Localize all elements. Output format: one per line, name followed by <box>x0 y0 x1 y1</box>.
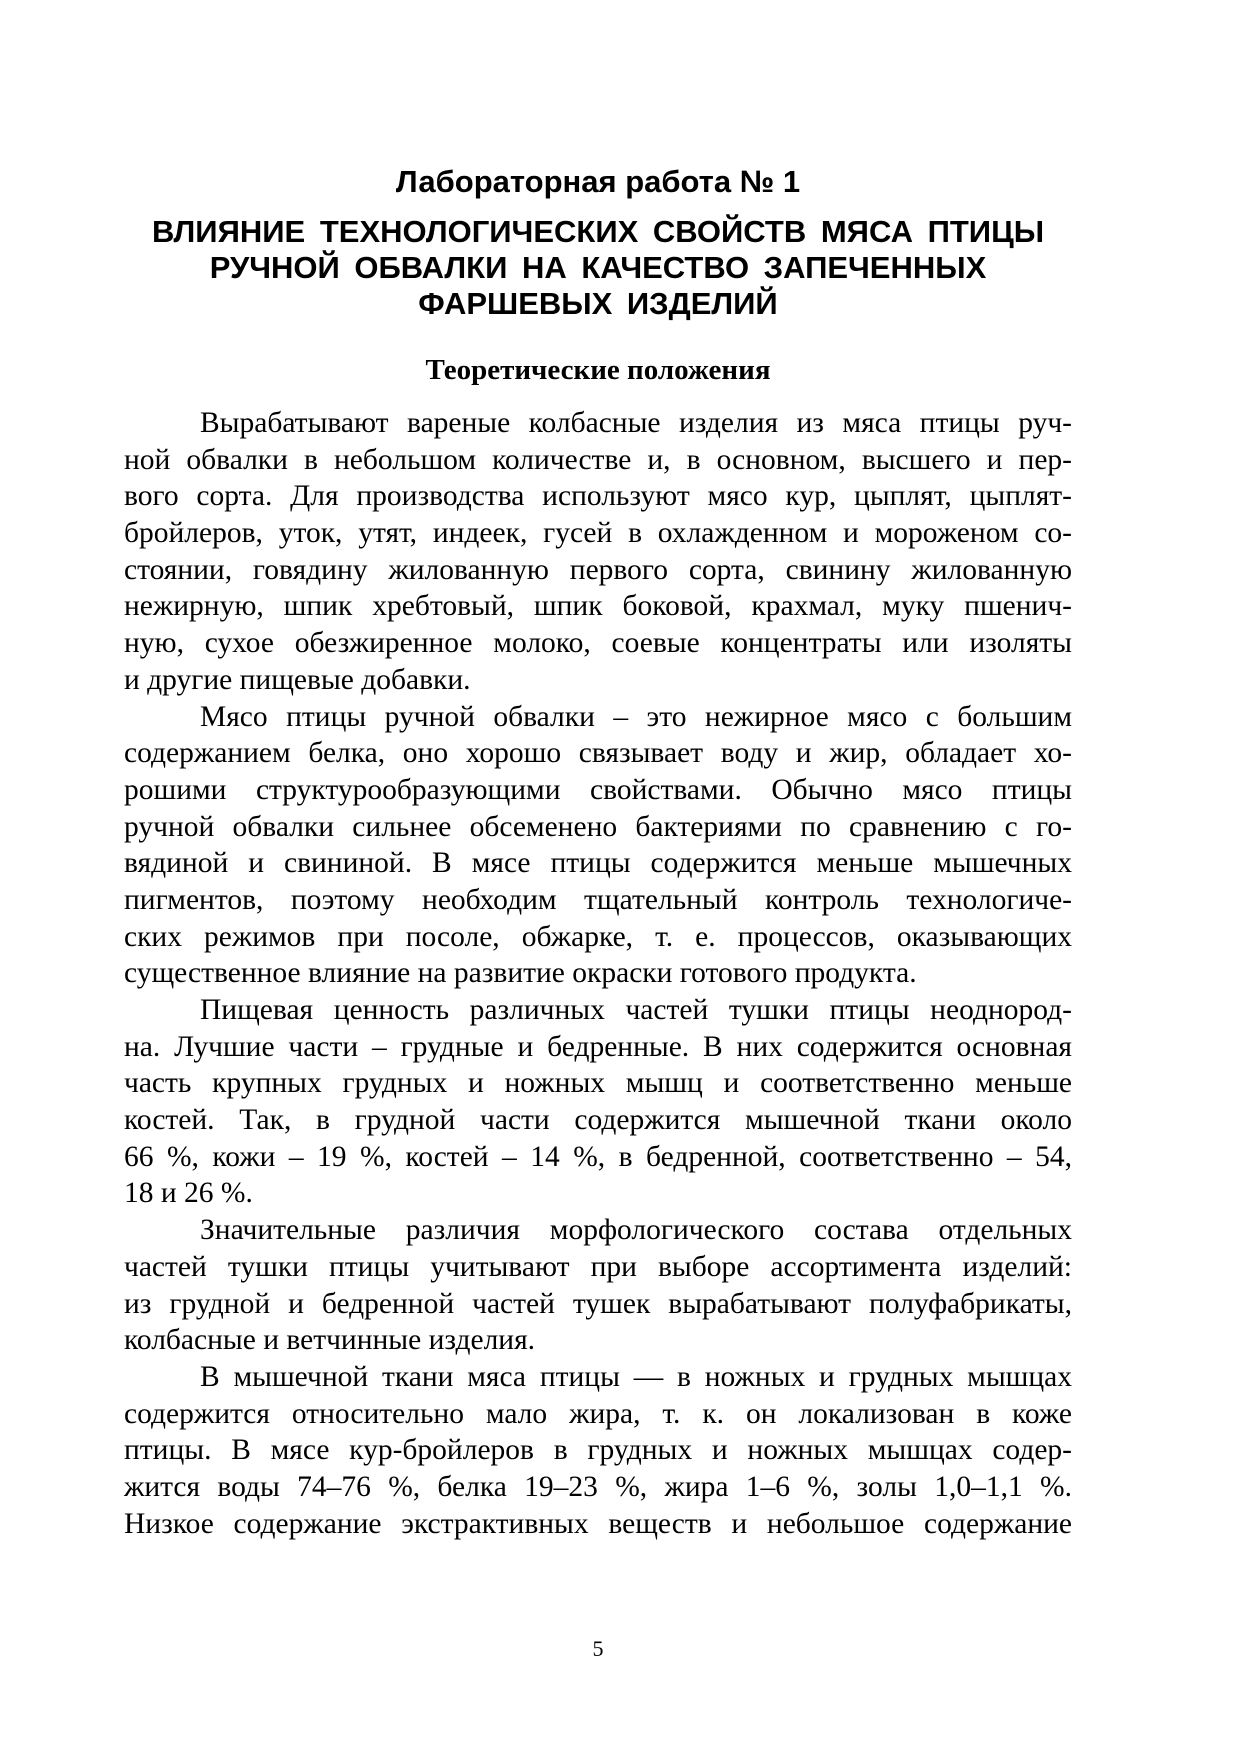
text-line: часть крупных грудных и ножных мышц и соответственно меньше <box>124 1067 1072 1100</box>
text-line: ной обвалки в небольшом количестве и, в основном, высшего и пер- <box>124 443 1072 476</box>
text-line: Пищевая ценность различных частей тушки птицы неоднород- <box>200 994 1072 1026</box>
text-line: на. Лучшие части – грудные и бедренные. В них содержится основная <box>124 1030 1072 1063</box>
page-number: 5 <box>592 1636 604 1661</box>
lab-work-title: Лабораторная работа № 1 <box>395 164 801 199</box>
text-line: костей. Так, в грудной части содержится мышечной ткани около <box>124 1104 1072 1137</box>
body-text <box>124 405 1072 1542</box>
text-line: вого сорта. Для производства используют мясо кур, цыплят, цыплят- <box>124 480 1072 513</box>
text-line: Низкое содержание экстрактивных веществ и небольшое содержание <box>124 1507 1072 1540</box>
text-line: вядиной и свининой. В мясе птицы содержится меньше мышечных <box>124 847 1072 880</box>
text-line: содержится относительно мало жира, т. к. он локализован в коже <box>124 1397 1072 1430</box>
text-line: содержанием белка, оно хорошо связывает воду и жир, обладает хо- <box>124 737 1072 770</box>
text-line: Вырабатывают вареные колбасные изделия из мяса птицы руч- <box>200 407 1072 439</box>
main-title <box>120 214 1076 322</box>
text-line: Мясо птицы ручной обвалки – это нежирное мясо с большим <box>200 700 1072 733</box>
text-line: 18 и 26 %. <box>124 1177 253 1210</box>
text-line: жится воды 74–76 %, белка 19–23 %, жира 1–6 %, золы 1,0–1,1 %. <box>124 1470 1072 1503</box>
text-line: ручной обвалки сильнее обсеменено бактериями по сравнению с го- <box>124 810 1072 843</box>
text-line: Значительные различия морфологического состава отдельных <box>200 1214 1072 1247</box>
text-line: существенное влияние на развитие окраски готового продукта. <box>124 957 917 990</box>
text-line: стоянии, говядину жилованную первого сорта, свинину жилованную <box>124 553 1072 586</box>
text-line: частей тушки птицы учитывают при выборе ассортимента изделий: <box>124 1250 1072 1283</box>
text-line: ских режимов при посоле, обжарке, т. е. процессов, оказывающих <box>124 920 1072 953</box>
text-line: птицы. В мясе кур-бройлеров в грудных и ножных мышцах содер- <box>124 1434 1072 1467</box>
text-line: рошими структурообразующими свойствами. Обычно мясо птицы <box>124 773 1072 806</box>
text-line: и другие пищевые добавки. <box>124 663 471 696</box>
text-line: бройлеров, уток, утят, индеек, гусей в охлажденном и мороженом со- <box>124 517 1072 550</box>
text-line: колбасные и ветчинные изделия. <box>124 1324 536 1357</box>
text-line: из грудной и бедренной частей тушек вырабатывают полуфабрикаты, <box>124 1287 1072 1320</box>
main-title-line: ВЛИЯНИЕ ТЕХНОЛОГИЧЕСКИХ СВОЙСТВ МЯСА ПТИЦЫ <box>151 214 1045 249</box>
text-line: пигментов, поэтому необходим тщательный контроль технологиче- <box>124 883 1072 916</box>
text-line: ную, сухое обезжиренное молоко, соевые концентраты или изоляты <box>124 627 1072 660</box>
section-title: Теоретические положения <box>425 354 771 386</box>
text-line: В мышечной ткани мяса птицы — в ножных и грудных мышцах <box>200 1360 1072 1393</box>
main-title-line: ФАРШЕВЫХ ИЗДЕЛИЙ <box>418 286 778 321</box>
text-line: нежирную, шпик хребтовый, шпик боковой, крахмал, муку пшенич- <box>124 590 1072 623</box>
text-line: 66 %, кожи – 19 %, костей – 14 %, в бедренной, соответственно – 54, <box>124 1140 1072 1173</box>
main-title-line: РУЧНОЙ ОБВАЛКИ НА КАЧЕСТВО ЗАПЕЧЕННЫХ <box>209 250 987 285</box>
